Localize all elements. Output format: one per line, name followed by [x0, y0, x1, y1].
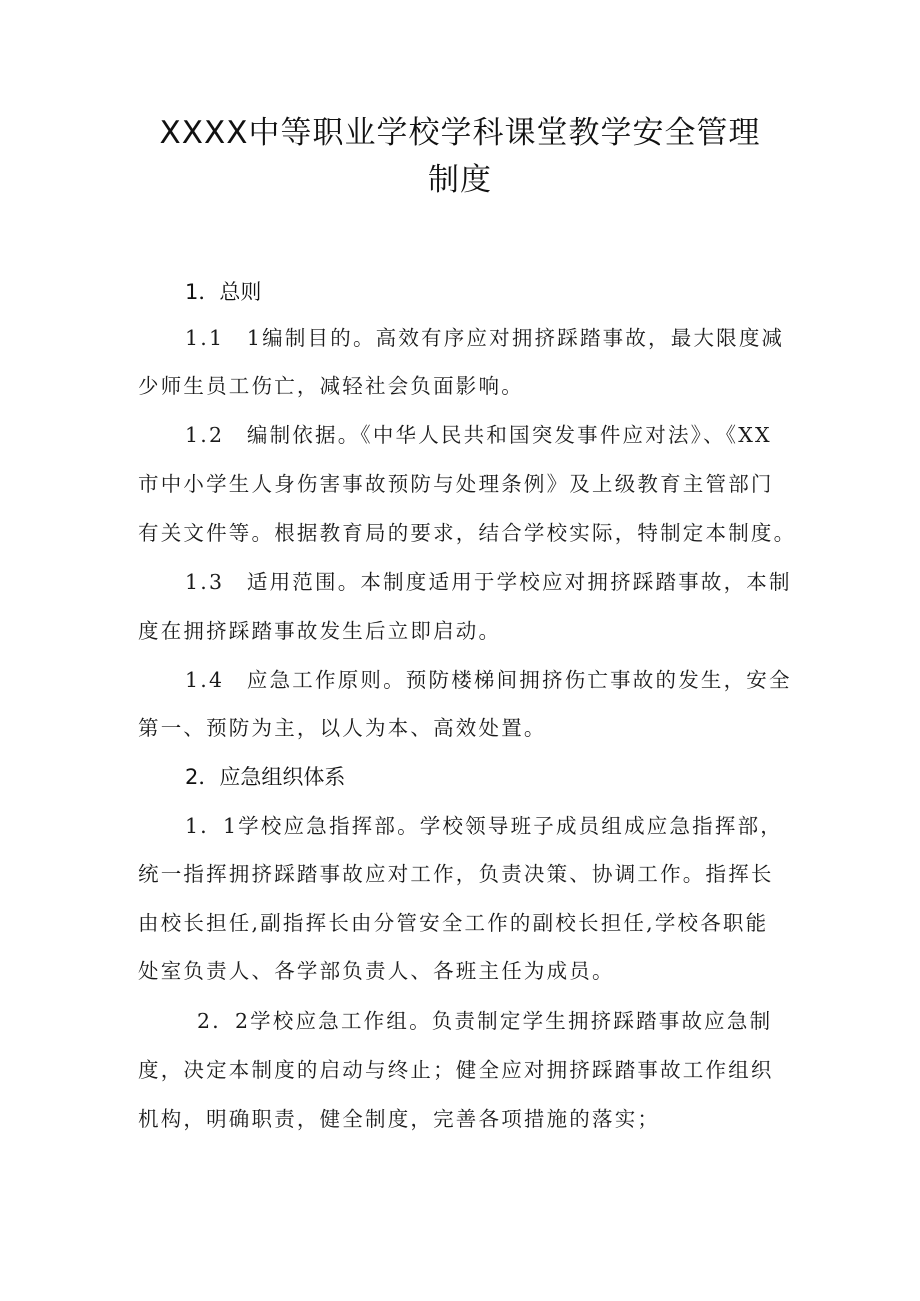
paragraph-line: 市中小学生人身伤害事故预防与处理条例》及上级教育主管部门	[138, 472, 774, 496]
paragraph-line: 1.4 应急工作原则。预防楼梯间拥挤伤亡事故的发生，安全	[185, 668, 792, 692]
paragraph-line: 1．1学校应急指挥部。学校领导班子成员组成应急指挥部，	[185, 814, 783, 838]
paragraph-line: 度在拥挤踩踏事故发生后立即启动。	[138, 619, 502, 643]
document-title-line-2: 制度	[428, 162, 492, 198]
paragraph-line: 少师生员工伤亡，减轻社会负面影响。	[138, 374, 524, 398]
paragraph-line: 第一、预防为主，以人为本、高效处置。	[138, 716, 547, 740]
paragraph-line: 有关文件等。根据教育局的要求，结合学校实际，特制定本制度。	[138, 521, 797, 545]
paragraph-line: 机构，明确职责，健全制度，完善各项措施的落实；	[138, 1107, 661, 1131]
section-1-heading: 1．总则	[185, 280, 262, 304]
paragraph-line: 1.3 适用范围。本制度适用于学校应对拥挤踩踏事故，本制	[185, 570, 792, 594]
paragraph-line: 处室负责人、各学部负责人、各班主任为成员。	[138, 959, 615, 983]
paragraph-line: 由校长担任,副指挥长由分管安全工作的副校长担任,学校各职能	[138, 911, 769, 935]
section-2-heading: 2．应急组织体系	[185, 765, 346, 789]
paragraph-line: 1.1 1编制目的。高效有序应对拥挤踩踏事故，最大限度减	[185, 326, 785, 350]
paragraph-line: 1.2 编制依据。《中华人民共和国突发事件应对法》、《XX	[185, 423, 772, 447]
paragraph-line: 2．2学校应急工作组。负责制定学生拥挤踩踏事故应急制	[197, 1009, 773, 1033]
document-title-line-1: XXXX中等职业学校学科课堂教学安全管理	[159, 115, 761, 151]
paragraph-line: 统一指挥拥挤踩踏事故应对工作，负责决策、协调工作。指挥长	[138, 862, 774, 886]
paragraph-line: 度，决定本制度的启动与终止；健全应对拥挤踩踏事故工作组织	[138, 1058, 774, 1082]
